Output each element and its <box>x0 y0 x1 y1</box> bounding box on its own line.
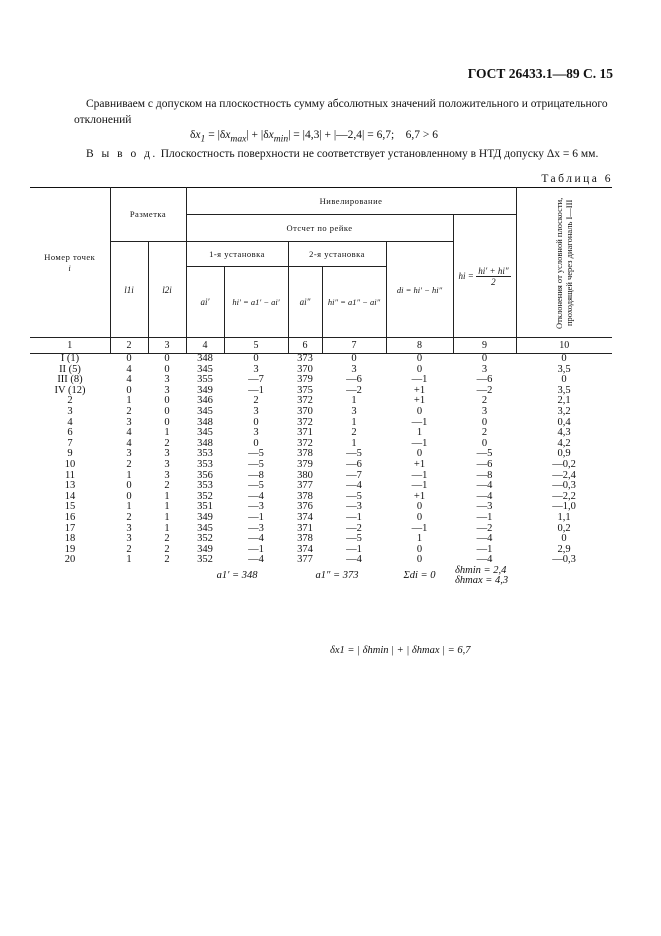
table-cell: 0 <box>561 353 567 364</box>
table-cell: —3 <box>248 522 264 534</box>
table-cell: —1 <box>476 543 493 555</box>
formula-sum: $\delta x_1 = |\delta x_{max}| + |\delta x_{min}| = |4,3|$ + |—2,4| = 6,7; 6,7 > 6 <box>190 129 439 145</box>
table-row <box>30 502 612 513</box>
col-head-marking: Разметка <box>110 188 186 242</box>
table-cell: 0 <box>164 353 170 364</box>
table-cell: —6 <box>476 458 493 470</box>
table-cell: 2 <box>164 543 170 555</box>
table-cell: 356 <box>197 469 213 481</box>
table-cell: 1 <box>164 490 170 502</box>
table-cell: 19 <box>64 543 76 555</box>
summary-h: δhmin = 2,4 δhmax = 4,3 <box>455 564 509 587</box>
table-cell: 10 <box>64 458 76 470</box>
col-head-d: di = hi′ − hi″ <box>386 242 453 338</box>
table-cell: 377 <box>297 554 313 566</box>
table-cell: —4 <box>346 480 362 492</box>
col-head-h1: hi′ = a1′ − ai′ <box>224 267 288 338</box>
table-cell: 1 <box>416 533 423 545</box>
table-cell: 2 <box>253 395 259 407</box>
table-cell: 377 <box>297 480 313 492</box>
table-cell: 14 <box>64 490 76 502</box>
table-cell: 374 <box>297 511 313 523</box>
table-cell: 2 <box>164 480 170 492</box>
table-row <box>30 513 612 524</box>
table-cell: 372 <box>297 437 313 449</box>
table-cell: 345 <box>197 522 213 534</box>
table-cell: —1,0 <box>552 501 576 513</box>
summary-a1: a1′ = 348 <box>216 570 258 582</box>
table-cell: 2 <box>164 437 170 449</box>
table-row <box>30 439 612 450</box>
col-head-h: hi = $\frac{hi' + hi''}{2}$ <box>453 215 516 338</box>
table-cell: 0 <box>164 405 170 417</box>
table-cell: 376 <box>297 501 313 513</box>
table-cell: —1 <box>248 384 264 396</box>
table-cell: —5 <box>346 448 362 460</box>
table-row <box>30 460 612 471</box>
table-cell: 352 <box>197 554 213 566</box>
table-cell: 4,2 <box>557 437 571 449</box>
table-cell: 1 <box>351 437 357 449</box>
summary-sum-d: Σdi = 0 <box>403 570 436 582</box>
table-cell: —3 <box>346 501 362 513</box>
col-head-leveling: Нивелирование <box>186 188 516 215</box>
col-head-deviation: Отклонения от условной плоскости, проходящей через диагональ I—III <box>516 188 612 338</box>
table-cell: —2,2 <box>552 490 576 502</box>
table-cell: —4 <box>346 554 362 566</box>
table-row <box>30 481 612 492</box>
table-cell: 352 <box>197 490 213 502</box>
table-cell: —1 <box>411 416 428 428</box>
table-title: Таблица 6 <box>541 173 613 185</box>
table-cell: 1 <box>164 427 170 439</box>
table-cell: 2 <box>126 405 132 417</box>
table-cell: 378 <box>297 490 313 502</box>
table-cell: 4 <box>126 374 132 386</box>
table-cell: II (5) <box>59 363 81 375</box>
table-cell: 1 <box>164 522 170 534</box>
table-cell: —1 <box>248 511 264 523</box>
table-cell: 353 <box>197 448 213 460</box>
table-cell: 1 <box>351 416 357 428</box>
table-cell: 355 <box>197 374 213 386</box>
table-cell: 7 <box>67 437 73 449</box>
table-cell: 0 <box>561 533 567 545</box>
table-cell: 2 <box>481 395 488 407</box>
table-cell: 0 <box>416 448 423 460</box>
table-cell: 0 <box>561 374 567 386</box>
table-cell: 3 <box>481 405 488 417</box>
table-cell: 2,1 <box>557 395 571 407</box>
table-cell: 4 <box>126 427 132 439</box>
table-cell: 3 <box>351 363 357 375</box>
table-cell: 0 <box>126 480 132 492</box>
table-cell: 3 <box>164 458 170 470</box>
table-cell: 16 <box>64 511 76 523</box>
col-head-a2: ai″ <box>288 267 322 338</box>
table-row <box>30 524 612 535</box>
table-cell: —4 <box>476 480 493 492</box>
table-cell: —7 <box>346 469 362 481</box>
table-cell: —1 <box>248 543 264 555</box>
page-header: ГОСТ 26433.1—89 С. 15 <box>467 66 613 81</box>
table-cell: 2 <box>351 427 357 439</box>
col-num: 3 <box>148 338 186 354</box>
table-cell: 371 <box>297 522 313 534</box>
table-cell: 13 <box>64 480 76 492</box>
table-cell: —0,3 <box>552 480 576 492</box>
table-cell: 348 <box>197 353 213 364</box>
col-head-staff: Отсчет по рейке <box>186 215 453 242</box>
table-cell: 0 <box>416 405 423 417</box>
table-cell: 379 <box>297 374 313 386</box>
table-row <box>30 492 612 503</box>
col-head-setup1: 1-я установка <box>186 242 288 267</box>
col-head-point: Номер точек i <box>30 188 110 338</box>
table-cell: 345 <box>197 405 213 417</box>
table-cell: 3 <box>164 374 170 386</box>
table-cell: 3 <box>253 427 259 439</box>
paragraph-conclusion: В ы в о д. Плоскостность поверхности не соответствует установленному в НТД допуску Δx = 6 мм. <box>86 148 599 160</box>
table-cell: 1 <box>416 427 423 439</box>
table-cell: 370 <box>297 363 313 375</box>
table-cell: 2 <box>164 533 170 545</box>
table-cell: —2 <box>346 384 362 396</box>
table-cell: 345 <box>197 363 213 375</box>
table-cell: —3 <box>248 501 264 513</box>
table-cell: 0 <box>416 501 423 513</box>
table-cell: 3 <box>126 416 132 428</box>
table-cell: —1 <box>411 480 428 492</box>
table-row <box>30 396 612 407</box>
table-cell: 3,2 <box>557 405 571 417</box>
table-row <box>30 555 612 566</box>
table-cell: —5 <box>248 448 264 460</box>
col-num: 1 <box>30 338 110 354</box>
table-cell: —1 <box>346 511 362 523</box>
table-cell: 380 <box>297 469 313 481</box>
table-cell: +1 <box>413 458 426 470</box>
col-head-l1: l1i <box>110 242 148 338</box>
paragraph-compare: Сравниваем с допуском на плоскостность сумму абсолютных значений положительного и отрицательного отклонений <box>74 98 608 126</box>
table-cell: +1 <box>413 395 426 407</box>
table-cell: 0 <box>164 395 170 407</box>
table-cell: —5 <box>476 448 493 460</box>
table-row <box>30 545 612 556</box>
table-row <box>30 375 612 386</box>
table-cell: 352 <box>197 533 213 545</box>
table-cell: 0,2 <box>557 522 571 534</box>
table-cell: 4 <box>126 437 132 449</box>
table-cell: —8 <box>476 469 493 481</box>
table-cell: 374 <box>297 543 313 555</box>
table-cell: 348 <box>197 416 213 428</box>
table-cell: 0 <box>164 363 170 375</box>
table-cell: 3 <box>481 363 488 375</box>
table-cell: 1 <box>351 395 357 407</box>
table-cell: —4 <box>476 533 493 545</box>
table-cell: +1 <box>413 490 426 502</box>
table-cell: 0 <box>126 490 132 502</box>
table-cell: 3 <box>164 469 170 481</box>
table-cell: IV (12) <box>54 384 86 396</box>
col-head-h2: hi″ = a1″ − ai″ <box>322 267 386 338</box>
table-cell: 0 <box>253 353 259 364</box>
table-cell: —4 <box>248 533 264 545</box>
table-cell: 0 <box>126 384 132 396</box>
col-head-l2: l2i <box>148 242 186 338</box>
table-row <box>30 354 612 365</box>
table-cell: 0 <box>164 416 170 428</box>
table-cell: 353 <box>197 480 213 492</box>
table-cell: 351 <box>197 501 213 513</box>
table-cell: —7 <box>248 374 264 386</box>
table-cell: 4,3 <box>557 427 571 439</box>
table-cell: 0 <box>416 511 423 523</box>
col-num: 9 <box>453 338 516 354</box>
table-cell: —1 <box>411 437 428 449</box>
table-cell: —0,2 <box>552 458 576 470</box>
table-cell: —4 <box>476 490 493 502</box>
table-cell: 2 <box>67 395 73 407</box>
table-cell: 3 <box>126 448 132 460</box>
table-cell: —5 <box>248 480 264 492</box>
table-cell: 0,4 <box>557 416 571 428</box>
table-cell: 348 <box>197 437 213 449</box>
table-cell: 3 <box>126 533 132 545</box>
table-cell: 371 <box>297 427 313 439</box>
table-cell: 349 <box>197 543 213 555</box>
table-cell: 2 <box>126 511 132 523</box>
table-cell: —4 <box>476 554 493 566</box>
final-formula: δx1 = | δhmin | + | δhmax | = 6,7 <box>330 645 471 656</box>
table-cell: 3,5 <box>557 384 571 396</box>
table-cell: 0,9 <box>557 448 571 460</box>
table-cell: 378 <box>297 533 313 545</box>
table-cell: 0 <box>416 353 423 364</box>
table-row <box>30 449 612 460</box>
table-cell: —2,4 <box>552 469 576 481</box>
table-cell: 0 <box>416 554 423 566</box>
table-cell: 0 <box>416 543 423 555</box>
table-row <box>30 471 612 482</box>
table-cell: —0,3 <box>552 554 576 566</box>
table-cell: —4 <box>248 490 264 502</box>
table-cell: —2 <box>476 522 493 534</box>
table-row <box>30 428 612 439</box>
table-cell: 372 <box>297 395 313 407</box>
table-cell: 2 <box>126 458 132 470</box>
table-cell: 1 <box>126 501 132 513</box>
col-num: 8 <box>386 338 453 354</box>
table-cell: 346 <box>197 395 213 407</box>
table-cell: —2 <box>476 384 493 396</box>
table-cell: 0 <box>481 416 488 428</box>
table-cell: 3,5 <box>557 363 571 375</box>
table-cell: 3 <box>253 405 259 417</box>
col-head-setup2: 2-я установка <box>288 242 386 267</box>
table-cell: —1 <box>346 543 362 555</box>
table-cell: 0 <box>416 363 423 375</box>
col-num: 2 <box>110 338 148 354</box>
table-cell: 3 <box>164 384 170 396</box>
table-cell: 2 <box>126 543 132 555</box>
table-cell: 378 <box>297 448 313 460</box>
table-cell: 370 <box>297 405 313 417</box>
table-cell: 3 <box>164 448 170 460</box>
table-row <box>30 407 612 418</box>
col-num: 6 <box>288 338 322 354</box>
table-cell: 1 <box>126 395 132 407</box>
col-num: 4 <box>186 338 224 354</box>
table-cell: —8 <box>248 469 264 481</box>
table-cell: +1 <box>413 384 426 396</box>
table-cell: —6 <box>476 374 493 386</box>
table-cell: 3 <box>253 363 259 375</box>
table-cell: 0 <box>253 437 259 449</box>
table-cell: 3 <box>126 522 132 534</box>
table-cell: 3 <box>67 405 73 417</box>
table-cell: 372 <box>297 416 313 428</box>
table-cell: 0 <box>126 353 132 364</box>
table-cell: I (1) <box>60 353 80 364</box>
table-cell: 2 <box>481 427 488 439</box>
table-row <box>30 418 612 429</box>
table-cell: 18 <box>64 533 76 545</box>
table-cell: 20 <box>64 554 76 566</box>
col-num: 7 <box>322 338 386 354</box>
summary-a2: a1″ = 373 <box>315 570 359 582</box>
table-cell: III (8) <box>57 374 83 386</box>
table-cell: 375 <box>297 384 313 396</box>
table-row <box>30 534 612 545</box>
table-cell: —1 <box>476 511 493 523</box>
table-cell: 4 <box>67 416 73 428</box>
table-cell: 9 <box>67 448 73 460</box>
table-cell: 17 <box>64 522 76 534</box>
table-cell: 1 <box>164 501 170 513</box>
table-cell: 1 <box>126 554 132 566</box>
table-row <box>30 386 612 397</box>
table-cell: 1 <box>164 511 170 523</box>
table-cell: 0 <box>481 437 488 449</box>
table-cell: 349 <box>197 384 213 396</box>
table-cell: 0 <box>253 416 259 428</box>
table-cell: 373 <box>297 353 313 364</box>
table-cell: —5 <box>346 533 362 545</box>
table-row <box>30 365 612 376</box>
table-cell: 11 <box>64 469 76 481</box>
table-cell: —5 <box>248 458 264 470</box>
table-cell: 349 <box>197 511 213 523</box>
col-head-a1: ai′ <box>186 267 224 338</box>
table-cell: 353 <box>197 458 213 470</box>
table-cell: —4 <box>248 554 264 566</box>
table-cell: —1 <box>411 374 428 386</box>
table-cell: 1,1 <box>557 511 571 523</box>
table-cell: 0 <box>351 353 357 364</box>
table-cell: —1 <box>411 469 428 481</box>
col-num: 10 <box>516 338 612 354</box>
table-cell: 379 <box>297 458 313 470</box>
table-cell: 6 <box>67 427 73 439</box>
table-cell: —6 <box>346 374 362 386</box>
table-cell: 3 <box>351 405 357 417</box>
col-num: 5 <box>224 338 288 354</box>
table-cell: —3 <box>476 501 493 513</box>
table-cell: 345 <box>197 427 213 439</box>
table-cell: 2 <box>164 554 170 566</box>
data-table <box>30 187 612 587</box>
table-cell: —1 <box>411 522 428 534</box>
table-cell: 4 <box>126 363 132 375</box>
table-cell: —6 <box>346 458 362 470</box>
table-cell: —5 <box>346 490 362 502</box>
table-cell: 1 <box>126 469 132 481</box>
table-cell: 15 <box>64 501 76 513</box>
table-cell: —2 <box>346 522 362 534</box>
table-cell: 2,9 <box>557 543 571 555</box>
table-cell: 0 <box>481 353 488 364</box>
